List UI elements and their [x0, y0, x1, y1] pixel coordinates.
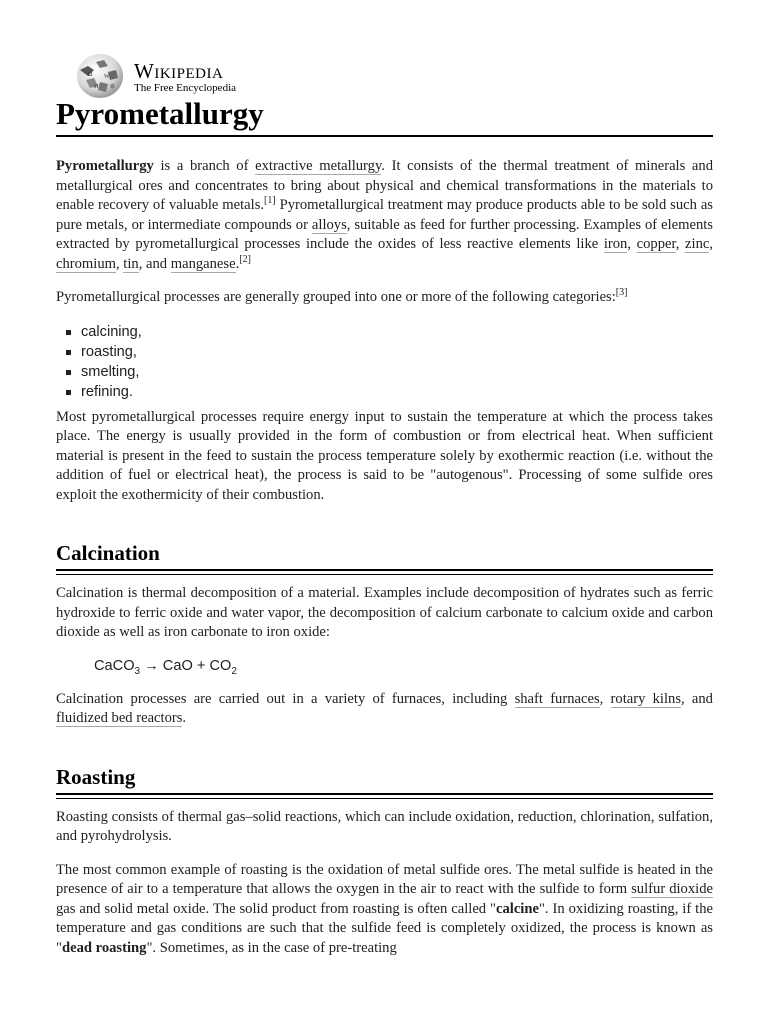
link-iron[interactable]: iron	[603, 236, 628, 252]
calcination-paragraph-2: Calcination processes are carried out in a variety of furnaces, including shaft furnaces, rotary kilns, and fluidized bed reactors.	[56, 690, 713, 726]
link-alloys[interactable]: alloys	[311, 216, 347, 233]
link-manganese[interactable]: manganese	[170, 255, 236, 272]
list-item: refining.	[56, 382, 713, 402]
link-fluidized-bed-reactors[interactable]: fluidized bed reactors	[56, 710, 183, 726]
wordmark-tagline: The Free Encyclopedia	[134, 82, 237, 94]
section-divider	[56, 793, 713, 799]
section-roasting	[56, 763, 713, 959]
intro-paragraph-1: Pyrometallurgy is a branch of extractive metallurgy. It consists of the thermal treatment of minerals and metallurgical ores and concentrates to bring about physical and chemical transformations in the materials to enable recovery of valuable metals.[1] Pyrometallurgical treatment may produce products able to be sold such as pure metals, or intermediate compounds or alloys, suitable as feed for further processing. Examples of elements extracted by pyrometallurgical processes include the oxides of less reactive elements like iron, copper, zinc, chromium, tin, and manganese.[2]	[56, 158, 714, 272]
intro-paragraph-3: Most pyrometallurgical processes require energy input to sustain the temperature at which the process takes place. The energy is usually provided in the form of combustion or from electrical heat. When sufficient material is present in the feed to sustain the process temperature solely by exothermic reaction (i.e. without the addition of fuel or electrical heat), the process is said to be "autogenous". Processing of some sulfide ores exploit the exothermicity of their combustion.	[56, 408, 713, 503]
intro-paragraph-2: Pyrometallurgical processes are generally grouped into one or more of the following categories:[3]	[56, 287, 628, 305]
calcination-paragraph-1: Calcination is thermal decomposition of a material. Examples include decomposition of hydrates such as ferric hydroxide to ferric oxide and water vapor, the decomposition of calcium carbonate to calcium oxide and carbon dioxide as well as iron carbonate to iron oxide:	[56, 585, 713, 640]
wikipedia-logo[interactable]	[74, 52, 236, 100]
section-heading-roasting: Roasting	[56, 764, 136, 789]
link-copper[interactable]: copper	[636, 236, 676, 252]
link-extractive-metallurgy[interactable]: extractive metallurgy	[255, 158, 382, 174]
roasting-paragraph-2: The most common example of roasting is the oxidation of metal sulfide ores. The metal sulfide is heated in the presence of air to a temperature that allows the oxygen in the air to react with the sulfide to form sulfur dioxide gas and solid metal oxide. The solid product from roasting is often called "calcine". In oxidizing roasting, if the temperature and gas conditions are such that the sulfide feed is completely oxidized, the process is known as "dead roasting". Sometimes, as in the case of pre-treating	[56, 861, 714, 956]
section-divider	[56, 569, 713, 575]
list-item: roasting,	[56, 342, 713, 362]
section-heading-calcination: Calcination	[56, 541, 160, 565]
list-item: smelting,	[56, 362, 713, 382]
link-shaft-furnaces[interactable]: shaft furnaces	[514, 690, 600, 707]
wikipedia-globe-icon	[74, 52, 126, 100]
lead-term: Pyrometallurgy	[56, 158, 154, 174]
svg-text:維: 維	[110, 85, 116, 90]
link-sulfur-dioxide[interactable]: sulfur dioxide	[631, 881, 713, 897]
link-rotary-kilns[interactable]: rotary kilns	[610, 690, 682, 707]
svg-text:W: W	[104, 74, 110, 80]
ref-1[interactable]: [1]	[264, 195, 276, 207]
article-body	[56, 157, 713, 958]
link-zinc[interactable]: zinc	[685, 236, 710, 252]
wordmark-title: Wikipedia	[134, 59, 224, 83]
section-calcination	[56, 539, 713, 729]
link-tin[interactable]: tin	[123, 255, 139, 272]
svg-text:Ω: Ω	[88, 72, 93, 78]
list-item: calcining,	[56, 322, 713, 342]
link-chromium[interactable]: chromium	[56, 255, 116, 272]
roasting-paragraph-1: Roasting consists of thermal gas–solid reactions, which can include oxidation, reduction, chlorination, sulfation, and pyrohydrolysis.	[56, 808, 713, 844]
categories-list	[56, 322, 713, 402]
svg-text:И: И	[94, 84, 99, 90]
ref-3[interactable]: [3]	[615, 287, 628, 299]
calcination-equation: CaCO$_3$ → CaO + $CO_2$	[94, 657, 237, 677]
ref-2[interactable]: [2]	[239, 253, 251, 265]
page-title: Pyrometallurgy	[56, 94, 713, 137]
